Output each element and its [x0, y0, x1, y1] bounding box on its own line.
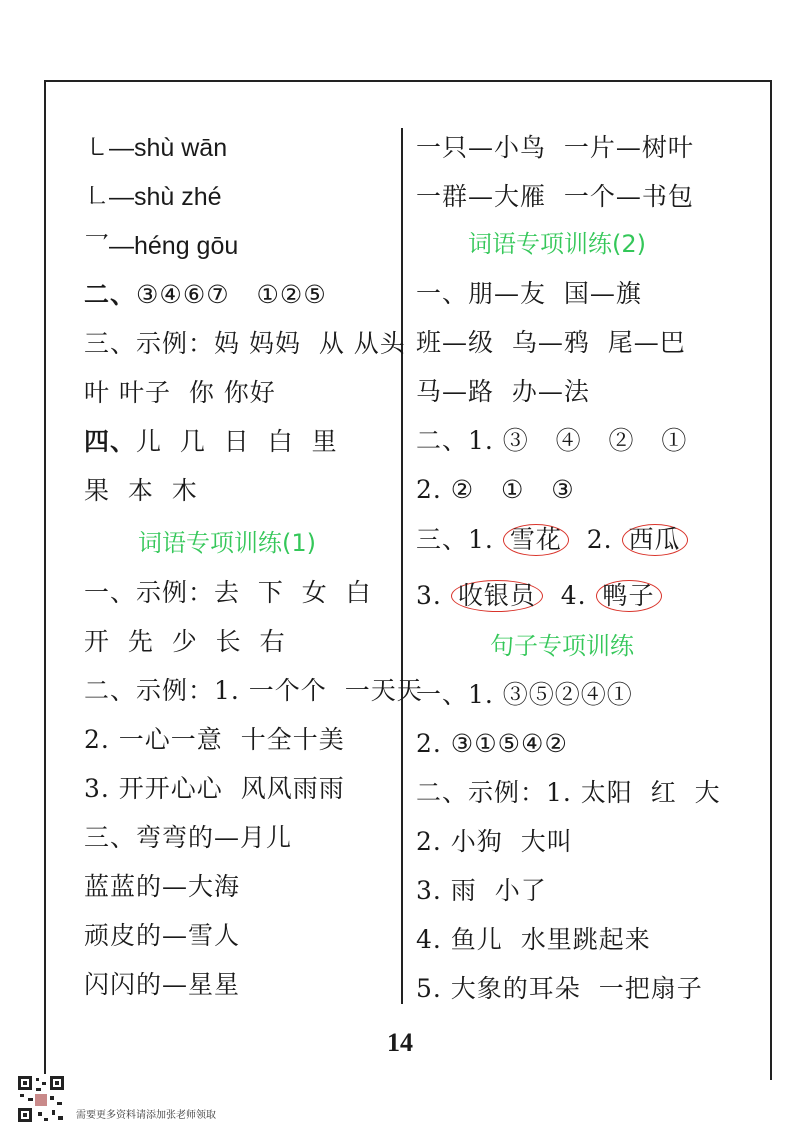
words-2-q3-mid: 2. — [568, 525, 622, 554]
page-number: 14 — [387, 1028, 413, 1057]
sentences-q2-line-4: 4. 鱼儿 水里跳起来 — [416, 925, 651, 954]
stroke-shu-wan: ㇄—shù wān — [84, 134, 228, 162]
question-4-label: 四、 — [84, 427, 137, 456]
words-2-q2-line-1: 二、1. ③ ④ ② ① — [416, 426, 688, 455]
words-1-q3-line-4: 闪闪的—星星 — [84, 970, 241, 999]
sentences-q2-line-2: 2. 小狗 大叫 — [416, 827, 573, 856]
section-heading-words-1: 词语专项训练(1) — [138, 529, 316, 557]
words-2-q3-prefix: 三、1. — [416, 525, 503, 554]
question-2-text: ③④⑥⑦ ①②⑤ — [136, 280, 327, 309]
question-3-line-2: 叶 叶子 你 你好 — [84, 378, 276, 407]
words-2-q1-line-2: 班—级 乌—鸦 尾—巴 — [416, 328, 686, 357]
words-2-q3-prefix-2: 3. — [416, 581, 451, 610]
words-1-q2-line-2: 2. 一心一意 十全十美 — [84, 725, 345, 754]
question-4-line-2: 果 本 木 — [84, 476, 198, 505]
words-2-q1-line-3: 马—路 办—法 — [416, 377, 590, 406]
page-frame-right — [770, 80, 772, 1080]
circled-word-snowflake: 雪花 — [503, 524, 569, 556]
question-2-label: 二、 — [84, 280, 137, 309]
question-4-text: 儿 几 日 白 里 — [136, 427, 338, 456]
stroke-heng-gou: 乛—héng gōu — [84, 232, 239, 260]
circled-word-duck: 鸭子 — [596, 580, 662, 612]
words-1-q1-line-1: 一、示例：去 下 女 白 — [84, 578, 372, 607]
words-1-q2-line-1: 二、示例：1. 一个个 一天天 — [84, 676, 423, 705]
measure-words-line-1: 一只—小鸟 一片—树叶 — [416, 133, 694, 162]
question-3-line-1: 三、示例：妈 妈妈 从 从头 — [84, 329, 406, 358]
question-4-line-1 — [84, 424, 338, 460]
words-1-q3-line-2: 蓝蓝的—大海 — [84, 872, 241, 901]
section-heading-words-2: 词语专项训练(2) — [468, 230, 646, 258]
stroke-shu-zhe: ㇗—shù zhé — [84, 183, 222, 211]
circled-word-cashier: 收银员 — [451, 580, 543, 612]
sentences-q2-line-5: 5. 大象的耳朵 一把扇子 — [416, 974, 703, 1003]
words-2-q1-line-1: 一、朋—友 国—旗 — [416, 279, 642, 308]
words-2-q3-line-2 — [416, 578, 662, 614]
sentences-q1-line-2: 2. ③①⑤④② — [416, 729, 568, 758]
words-2-q2-line-2: 2. ② ① ③ — [416, 475, 575, 504]
sentences-q1-line-1: 一、1. ③⑤②④① — [416, 680, 633, 709]
section-heading-sentences: 句子专项训练 — [490, 632, 634, 660]
question-2-answer — [84, 277, 327, 313]
sentences-q2-line-3: 3. 雨 小了 — [416, 876, 547, 905]
circled-word-watermelon: 西瓜 — [622, 524, 688, 556]
words-2-q3-mid-2: 4. — [542, 581, 596, 610]
column-divider — [401, 128, 403, 1004]
words-2-q3-line-1 — [416, 522, 688, 558]
words-1-q1-line-2: 开 先 少 长 右 — [84, 627, 286, 656]
words-1-q3-line-1: 三、弯弯的—月儿 — [84, 823, 293, 852]
footer-note: 需要更多资料请添加张老师领取 — [76, 1110, 216, 1121]
words-1-q2-line-3: 3. 开开心心 风风雨雨 — [84, 774, 345, 803]
measure-words-line-2: 一群—大雁 一个—书包 — [416, 182, 694, 211]
page-frame-top — [44, 80, 772, 82]
page-frame-left — [44, 80, 46, 1080]
sentences-q2-line-1: 二、示例：1. 太阳 红 大 — [416, 778, 721, 807]
qr-code-icon — [16, 1074, 66, 1124]
words-1-q3-line-3: 顽皮的—雪人 — [84, 921, 241, 950]
